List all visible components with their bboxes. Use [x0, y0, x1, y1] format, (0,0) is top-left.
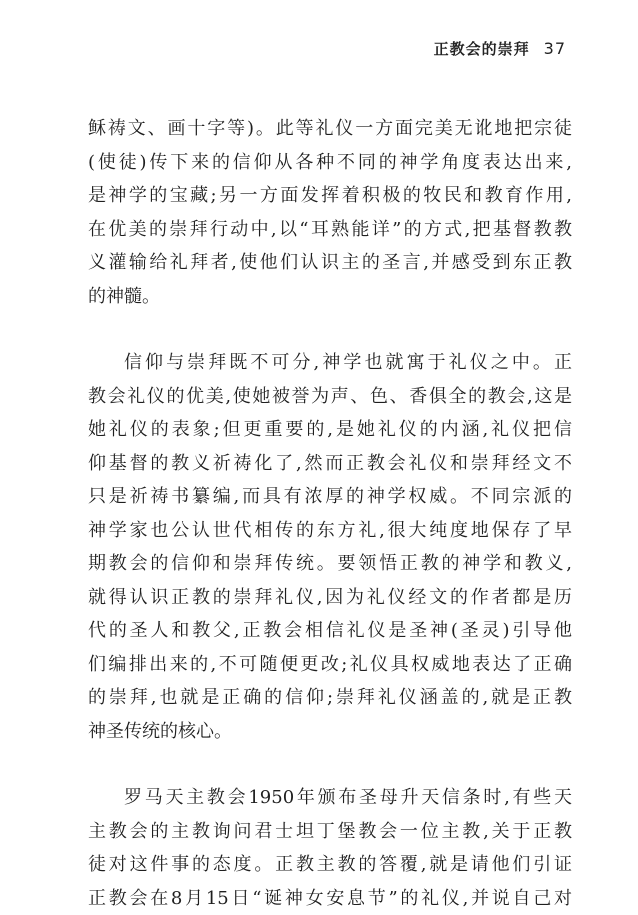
text-line: 就得认识正教的崇拜礼仪,因为礼仪经文的作者都是历 [88, 581, 572, 615]
paragraph-2 [88, 346, 572, 748]
text-line: 是神学的宝藏;另一方面发挥着积极的牧民和教育作用, [88, 179, 572, 213]
running-header [434, 38, 566, 59]
text-line: 主教会的主教询问君士坦丁堡教会一位主教,关于正教 [88, 815, 572, 849]
text-line: 神圣传统的核心。 [88, 715, 572, 749]
text-line: 代的圣人和教父,正教会相信礼仪是圣神(圣灵)引导他 [88, 614, 572, 648]
text-line: 教会礼仪的优美,使她被誉为声、色、香俱全的教会,这是 [88, 380, 572, 414]
text-line: 的崇拜,也就是正确的信仰;崇拜礼仪涵盖的,就是正教 [88, 681, 572, 715]
running-header-title: 正教会的崇拜 [434, 40, 530, 58]
text-line: 们编排出来的,不可随便更改;礼仪具权威地表达了正确 [88, 648, 572, 682]
text-line: (使徒)传下来的信仰从各种不同的神学角度表达出来, [88, 146, 572, 180]
body-text [88, 112, 572, 915]
text-line: 信仰与崇拜既不可分,神学也就寓于礼仪之中。正 [88, 346, 572, 380]
text-line: 神学家也公认世代相传的东方礼,很大纯度地保存了早 [88, 514, 572, 548]
page-number: 37 [544, 39, 566, 58]
text-line: 罗马天主教会1950年颁布圣母升天信条时,有些天 [88, 781, 572, 815]
paragraph-3 [88, 781, 572, 915]
text-line: 期教会的信仰和崇拜传统。要领悟正教的神学和教义, [88, 547, 572, 581]
text-line: 的神髓。 [88, 280, 572, 314]
text-line: 正教会在8月15日“诞神女安息节”的礼仪,并说自己对 [88, 882, 572, 915]
text-line: 稣祷文、画十字等)。此等礼仪一方面完美无讹地把宗徒 [88, 112, 572, 146]
text-line: 只是祈祷书纂编,而具有浓厚的神学权威。不同宗派的 [88, 480, 572, 514]
text-line: 义灌输给礼拜者,使他们认识主的圣言,并感受到东正教 [88, 246, 572, 280]
paragraph-1 [88, 112, 572, 313]
text-line: 在优美的崇拜行动中,以“耳熟能详”的方式,把基督教教 [88, 213, 572, 247]
text-line: 她礼仪的表象;但更重要的,是她礼仪的内涵,礼仪把信 [88, 413, 572, 447]
text-line: 徒对这件事的态度。正教主教的答覆,就是请他们引证 [88, 848, 572, 882]
text-line: 仰基督的教义祈祷化了,然而正教会礼仪和崇拜经文不 [88, 447, 572, 481]
